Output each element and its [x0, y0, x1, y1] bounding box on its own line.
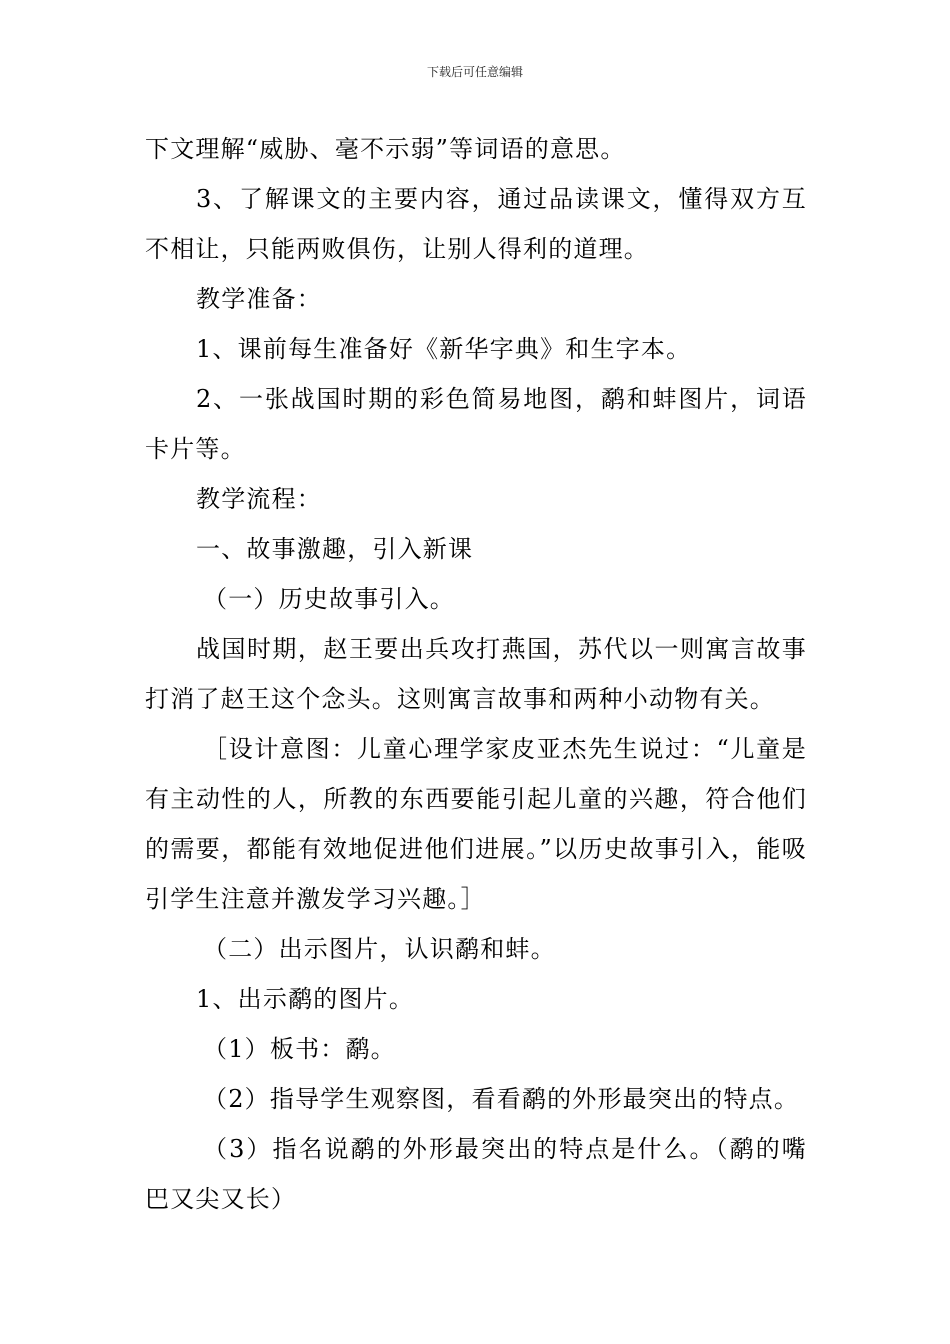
page-header: 下载后可任意编辑 — [426, 65, 523, 79]
heading-teaching-preparation: 教学准备： — [196, 285, 322, 313]
heading-subsection-2: （二）出示图片，认识鹬和蚌。 — [203, 935, 556, 963]
paragraph-step-1: 1、出示鹬的图片。 — [196, 985, 415, 1013]
paragraph-design-intent: ［设计意图：儿童心理学家皮亚杰先生说过：“儿童是有主动性的人，所教的东西要能引起儿童的兴趣，符合他们的需要，都能有效地促进他们进展。”以历史故事引入，能吸引学生注意并激发学习兴趣。］ — [145, 735, 807, 913]
paragraph-story-intro: 战国时期，赵王要出兵攻打燕国，苏代以一则寓言故事打消了赵王这个念头。这则寓言故事和两种小动物有关。 — [145, 635, 807, 713]
paragraph-continued-objective: 下文理解“威胁、毫不示弱”等词语的意思。 — [145, 135, 626, 163]
paragraph-step-1-2: （2）指导学生观察图，看看鹬的外形最突出的特点。 — [203, 1085, 800, 1113]
heading-section-1: 一、故事激趣，引入新课 — [196, 535, 474, 563]
paragraph-preparation-2: 2、一张战国时期的彩色简易地图，鹬和蚌图片，词语卡片等。 — [145, 385, 807, 463]
paragraph-objective-3: 3、了解课文的主要内容，通过品读课文，懂得双方互不相让，只能两败俱伤，让别人得利的道理。 — [145, 185, 807, 263]
heading-teaching-process: 教学流程： — [196, 485, 322, 513]
paragraph-step-1-3: （3）指名说鹬的外形最突出的特点是什么。（鹬的嘴巴又尖又长） — [145, 1135, 807, 1213]
paragraph-step-1-1: （1）板书：鹬。 — [203, 1035, 396, 1063]
paragraph-preparation-1: 1、课前每生准备好《新华字典》和生字本。 — [196, 335, 692, 363]
document-body — [145, 124, 807, 1224]
heading-subsection-1: （一）历史故事引入。 — [203, 585, 455, 613]
